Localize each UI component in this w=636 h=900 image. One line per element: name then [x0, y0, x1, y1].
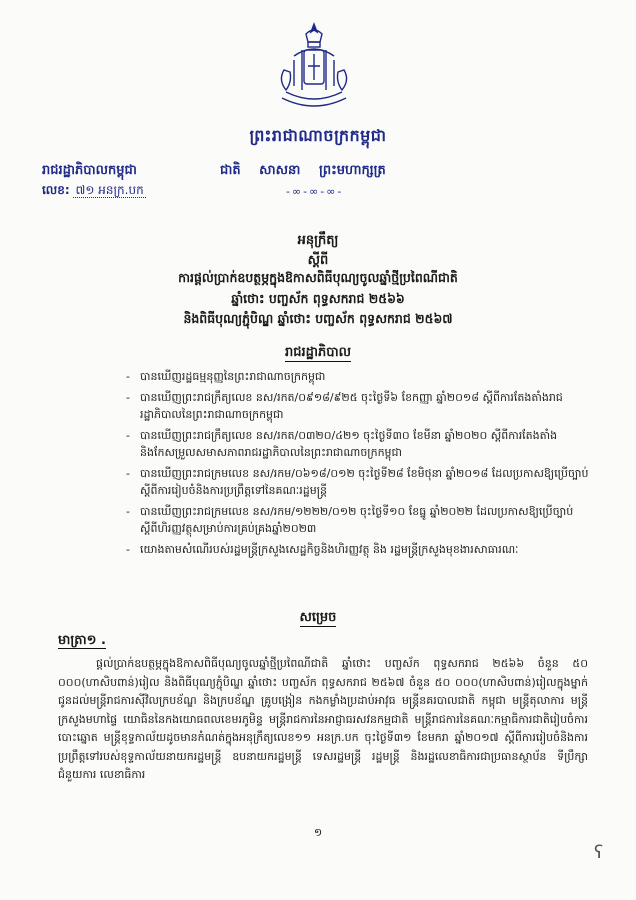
government-name: រាជរដ្ឋាភិបាលកម្ពុជា: [42, 163, 137, 178]
preamble-item: - បានឃើញព្រះរាជក្រមលេខ នស/រកម/០៦១៨/០១២ ចុះថ្ងៃទី២៨ ខែមិថុនា ឆ្នាំ២០១៨ ដែលប្រកាសឱ្យប្រើច្បាប់ស្តីពីការរៀបចំនិងការប្រព្រឹត្តទៅនៃគណៈរដ្ឋមន្ត្រី: [126, 467, 589, 497]
preamble-item: - បានឃើញព្រះរាជក្រឹត្យលេខ នស/រកត/០៣២០/៤២១ ចុះថ្ងៃទី៣០ ខែមីនា ឆ្នាំ២០២០ ស្តីពីការតែងតាំងនិងកែសម្រួលសមាសភាពរាជរដ្ឋាភិបាលនៃព្រះរាជាណាចក្រកម្ពុជា: [126, 429, 558, 459]
decision-text: សម្រេច: [299, 610, 337, 625]
title-regarding: ស្តីពី: [307, 253, 329, 268]
title-year-line: ឆ្នាំថោះ បញ្ចស័ក ពុទ្ធសករាជ ២៥៦៦: [231, 291, 405, 306]
preamble-item-text: បានឃើញព្រះរាជក្រមលេខ នស/រកម/០៦១៨/០១២ ចុះថ្ងៃទី២៨ ខែមិថុនា ឆ្នាំ២០១៨ ដែលប្រកាសឱ្យប្រើច្បាប់ស្តីពីការរៀបចំនិងការប្រព្រឹត្តទៅនៃគណៈរដ្ឋមន្ត្រី: [140, 467, 589, 497]
preamble-item-text: បានឃើញព្រះរាជក្រឹត្យលេខ នស/រកត/០៩១៨/៩២៥ ចុះថ្ងៃទី៦ ខែកញ្ញា ឆ្នាំ២០១៨ ស្តីពីការតែងតាំងរាជរដ្ឋាភិបាលនៃព្រះរាជាណាចក្រកម្ពុជា: [140, 391, 563, 421]
preamble-item: - បានឃើញព្រះរាជក្រឹត្យលេខ នស/រកត/០៩១៨/៩២៥ ចុះថ្ងៃទី៦ ខែកញ្ញា ឆ្នាំ២០១៨ ស្តីពីការតែងតាំងរាជរដ្ឋាភិបាលនៃព្រះរាជាណាចក្រកម្ពុជា: [126, 391, 563, 421]
kingdom-title: ព្រះរាជាណាចក្រកម្ពុជា: [249, 126, 387, 145]
ornament-divider: -∞-∞-∞-: [286, 185, 344, 198]
article-label-text: មាត្រា១ .: [58, 633, 106, 648]
reference-value: ៧១ អនក្រ.បក: [75, 183, 144, 197]
preamble-item-text: បានឃើញព្រះរាជក្រមលេខ នស/រកម/១២២២/០១២ ចុះថ្ងៃទី១០ ខែធ្នូ ឆ្នាំ២០២២ ដែលប្រកាសឱ្យប្រើច្បាប់ស្តីពីហិរញ្ញវត្ថុសម្រាប់ការគ្រប់គ្រងឆ្នាំ២០២៣: [140, 505, 574, 535]
preamble-item: - បានឃើញព្រះរាជក្រមលេខ នស/រកម/១២២២/០១២ ចុះថ្ងៃទី១០ ខែធ្នូ ឆ្នាំ២០២២ ដែលប្រកាសឱ្យប្រើច្បាប់ស្តីពីហិរញ្ញវត្ថុសម្រាប់ការគ្រប់គ្រងឆ្នាំ២០២៣: [126, 505, 574, 535]
title-subject: ការផ្តល់ប្រាក់ឧបត្ថម្ភក្នុងឱកាសពិធីបុណ្យចូលឆ្នាំថ្មីប្រពៃណីជាតិ: [178, 270, 458, 285]
section-heading: [0, 344, 636, 363]
preamble-item: - យោងតាមសំណើរបស់រដ្ឋមន្ត្រីក្រសួងសេដ្ឋកិច្ចនិងហិរញ្ញវត្ថុ និង រដ្ឋមន្ត្រីក្រសួងមុខងារសាធារណៈ: [126, 543, 519, 556]
section-heading-text: រាជរដ្ឋាភិបាល: [284, 345, 351, 360]
article-label: [58, 632, 106, 651]
national-motto: ជាតិ សាសនា ព្រះមហាក្សត្រ: [220, 163, 386, 178]
reference-number: [42, 182, 146, 200]
page-number: ១: [313, 826, 323, 839]
article-body: ផ្តល់ប្រាក់ឧបត្ថម្ភក្នុងឱកាសពិធីបុណ្យចូលឆ្នាំថ្មីប្រពៃណីជាតិ ឆ្នាំថោះ បញ្ចស័ក ពុទ្ធសករាជ ២៥៦៦ ចំនួន ៥០ ០០០(ហាសិបពាន់)រៀល និងពិធីបុណ្យភ្ជុំបិណ្ឌ ឆ្នាំថោះ បញ្ចស័ក ពុទ្ធសករាជ ២៥៦៧ ចំនួន ៥០ ០០០(ហាសិបពាន់)រៀលក្នុងម្នាក់ ជូនដល់មន្ត្រីរាជការស៊ីវិលក្របខ័ណ្ឌ និងក្របខ័ណ្ឌ គ្រូបង្រៀន កងកម្លាំងប្រដាប់អាវុធ មន្ត្រីនគរបាលជាតិ កម្ពុជា មន្ត្រីតុលាការ មន្ត្រីក្រសួងមហាផ្ទៃ យោធិននៃកងយោធពលខេមរភូមិន្ទ មន្ត្រីរាជការនៃអាជ្ញាធរសវនកម្មជាតិ មន្ត្រីរាជការនៃគណៈកម្មាធិការជាតិរៀបចំការបោះឆ្នោត មន្ត្រីខុទ្ទកាល័យដូចមានកំណត់ក្នុងអនុក្រឹត្យលេខ១១ អនក្រ.បក ចុះថ្ងៃទី៣១ ខែមករា ឆ្នាំ២០១៧ ស្តីពីការរៀបចំនិងការប្រព្រឹត្តទៅរបស់ខុទ្ទកាល័យនាយករដ្ឋមន្ត្រី ឧបនាយករដ្ឋមន្ត្រី ទេសរដ្ឋមន្ត្រី រដ្ឋមន្ត្រី និងរដ្ឋលេខាធិការជាប្រធានស្ថាប័ន ទីប្រឹក្សា ជំនួយការ លេខាធិការ: [58, 657, 588, 781]
title-ceremony-line: និងពិធីបុណ្យភ្ជុំបិណ្ឌ ឆ្នាំថោះ បញ្ចស័ក ពុទ្ធសករាជ ២៥៦៧: [183, 311, 453, 326]
signature-mark: ʕ: [594, 842, 604, 863]
preamble-item-text: បានឃើញរដ្ឋធម្មនុញ្ញនៃព្រះរាជាណាចក្រកម្ពុជា: [140, 370, 326, 383]
preamble-item-text: បានឃើញព្រះរាជក្រឹត្យលេខ នស/រកត/០៣២០/៤២១ ចុះថ្ងៃទី៣០ ខែមីនា ឆ្នាំ២០២០ ស្តីពីការតែងតាំងនិងកែសម្រួលសមាសភាពរាជរដ្ឋាភិបាលនៃព្រះរាជាណាចក្រកម្ពុជា: [140, 429, 558, 459]
preamble-item-text: យោងតាមសំណើរបស់រដ្ឋមន្ត្រីក្រសួងសេដ្ឋកិច្ចនិងហិរញ្ញវត្ថុ និង រដ្ឋមន្ត្រីក្រសួងមុខងារសាធារណៈ: [140, 543, 519, 556]
preamble-list: [126, 368, 590, 562]
document-type: អនុក្រឹត្យ: [297, 233, 339, 248]
decision-heading: [0, 609, 636, 628]
reference-label: លេខ:: [42, 183, 70, 197]
preamble-item: - បានឃើញរដ្ឋធម្មនុញ្ញនៃព្រះរាជាណាចក្រកម្ពុជា: [126, 370, 326, 383]
royal-emblem-icon: [264, 20, 364, 118]
